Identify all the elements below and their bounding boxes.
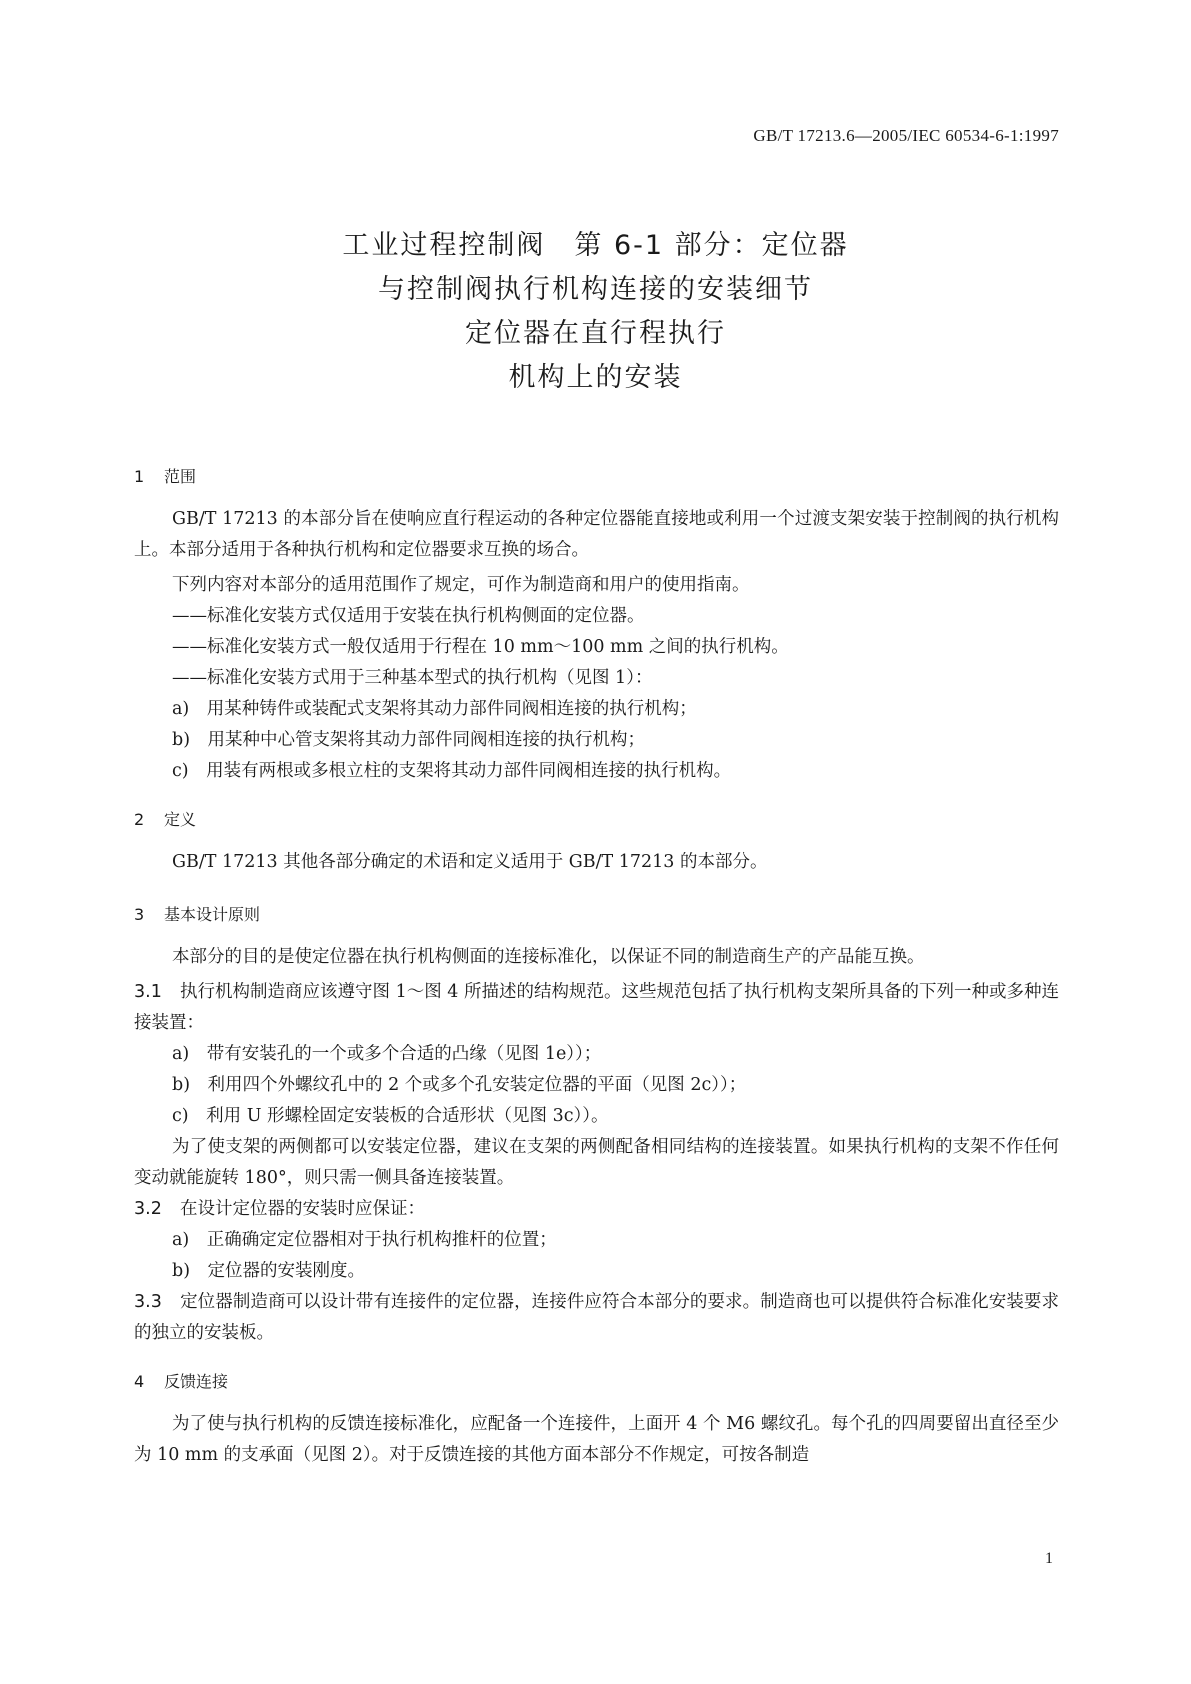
section-2-heading bbox=[134, 801, 1059, 839]
section-number: 2 bbox=[134, 810, 145, 829]
section-title: 基本设计原则 bbox=[164, 905, 261, 924]
dash-item: ——标准化安装方式一般仅适用于行程在 10 mm～100 mm 之间的执行机构。 bbox=[172, 637, 789, 657]
section-title: 反馈连接 bbox=[164, 1372, 229, 1391]
section-3-heading bbox=[134, 896, 1059, 934]
section-1-intro: 下列内容对本部分的适用范围作了规定，可作为制造商和用户的使用指南。 bbox=[172, 575, 750, 595]
title-line-2: 与控制阀执行机构连接的安装细节 bbox=[378, 274, 813, 305]
clause-text: 定位器制造商可以设计带有连接件的定位器，连接件应符合本部分的要求。制造商也可以提供符合标准化安装要求的独立的安装板。 bbox=[134, 1292, 1059, 1343]
list-item: c) 利用 U 形螺栓固定安装板的合适形状（见图 3c））。 bbox=[172, 1106, 609, 1126]
section-1-heading bbox=[134, 458, 1059, 496]
section-number: 3 bbox=[134, 905, 145, 924]
document-title bbox=[0, 224, 1191, 400]
list-item: b) 用某种中心管支架将其动力部件同阀相连接的执行机构； bbox=[172, 730, 646, 750]
clause-3-3 bbox=[134, 1287, 1059, 1349]
list-item: b) 利用四个外螺纹孔中的 2 个或多个孔安装定位器的平面（见图 2c））； bbox=[172, 1075, 747, 1095]
title-line-3: 定位器在直行程执行 bbox=[465, 318, 726, 349]
list-item: a) 正确确定定位器相对于执行机构推杆的位置； bbox=[172, 1230, 557, 1250]
title-line-4: 机构上的安装 bbox=[508, 362, 683, 393]
list-item: c) 用装有两根或多根立柱的支架将其动力部件同阀相连接的执行机构。 bbox=[172, 761, 732, 781]
section-1-paragraph: GB/T 17213 的本部分旨在使响应直行程运动的各种定位器能直接地或利用一个过渡支架安装于控制阀的执行机构上。本部分适用于各种执行机构和定位器要求互换的场合。 bbox=[134, 509, 1059, 560]
page-number: 1 bbox=[1045, 1550, 1053, 1567]
clause-text: 在设计定位器的安装时应保证： bbox=[180, 1199, 425, 1219]
clause-number: 3.3 bbox=[134, 1292, 162, 1312]
section-number: 1 bbox=[134, 467, 145, 486]
clause-3-1 bbox=[134, 977, 1059, 1039]
clause-number: 3.2 bbox=[134, 1199, 162, 1219]
clause-3-1-note: 为了使支架的两侧都可以安装定位器，建议在支架的两侧配备相同结构的连接装置。如果执行机构的支架不作任何变动就能旋转 180°，则只需一侧具备连接装置。 bbox=[134, 1137, 1059, 1188]
section-2-paragraph: GB/T 17213 其他各部分确定的术语和定义适用于 GB/T 17213 的本部分。 bbox=[172, 852, 768, 872]
title-line-1: 工业过程控制阀 第 6-1 部分：定位器 bbox=[342, 230, 849, 261]
list-item: b) 定位器的安装刚度。 bbox=[172, 1261, 366, 1281]
clause-number: 3.1 bbox=[134, 982, 162, 1002]
section-title: 定义 bbox=[164, 810, 197, 829]
section-number: 4 bbox=[134, 1372, 145, 1391]
list-item: a) 用某种铸件或装配式支架将其动力部件同阀相连接的执行机构； bbox=[172, 699, 697, 719]
standard-code-header: GB/T 17213.6—2005/IEC 60534-6-1:1997 bbox=[753, 126, 1059, 145]
list-item: a) 带有安装孔的一个或多个合适的凸缘（见图 1e））； bbox=[172, 1044, 602, 1064]
document-body bbox=[134, 458, 1059, 1475]
dash-item: ——标准化安装方式仅适用于安装在执行机构侧面的定位器。 bbox=[172, 606, 645, 626]
section-4-heading bbox=[134, 1363, 1059, 1401]
section-title: 范围 bbox=[164, 467, 197, 486]
section-3-paragraph: 本部分的目的是使定位器在执行机构侧面的连接标准化，以保证不同的制造商生产的产品能互换。 bbox=[172, 947, 925, 967]
dash-item: ——标准化安装方式用于三种基本型式的执行机构（见图 1）： bbox=[172, 668, 653, 688]
clause-text: 执行机构制造商应该遵守图 1～图 4 所描述的结构规范。这些规范包括了执行机构支架所具备的下列一种或多种连接装置： bbox=[134, 982, 1059, 1033]
clause-3-2 bbox=[134, 1194, 1059, 1225]
section-4-paragraph: 为了使与执行机构的反馈连接标准化，应配备一个连接件，上面开 4 个 M6 螺纹孔。每个孔的四周要留出直径至少为 10 mm 的支承面（见图 2）。对于反馈连接的其他方面本部分不作规定，可按各制造 bbox=[134, 1414, 1059, 1465]
